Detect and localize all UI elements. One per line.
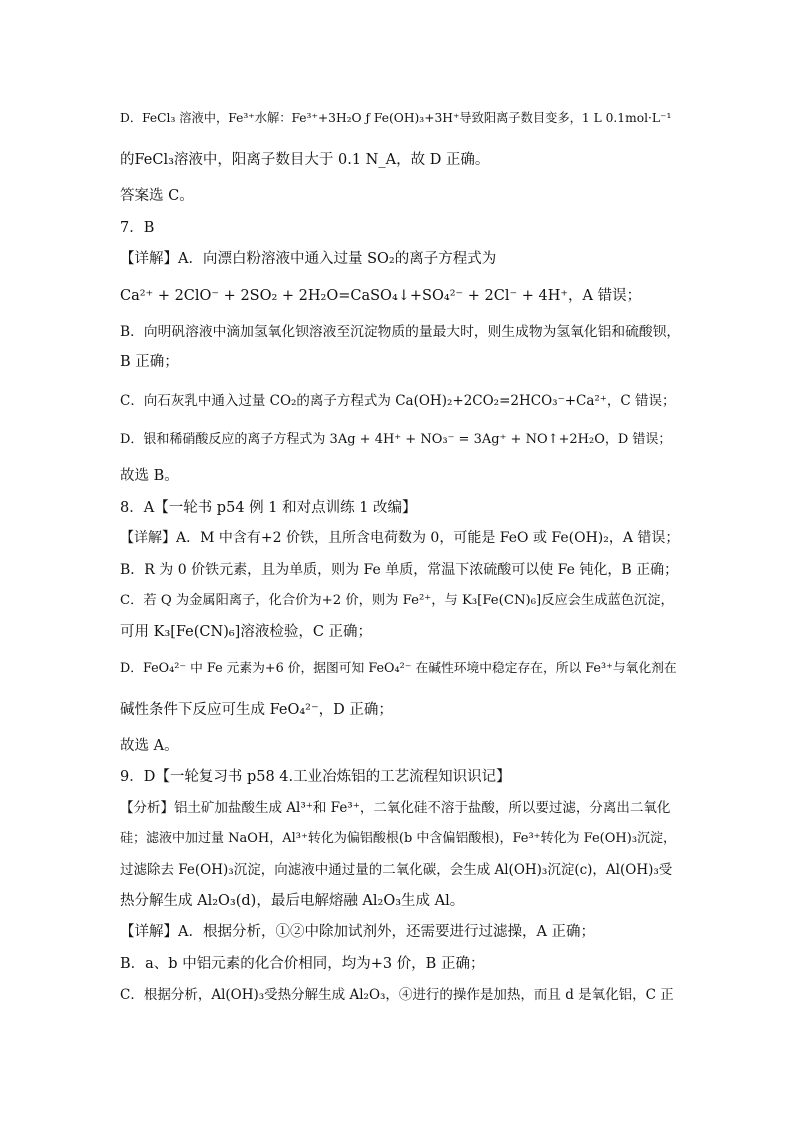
text-line: D．FeO₄²⁻ 中 Fe 元素为+6 价，据图可知 FeO₄²⁻ 在碱性环境中稳定存在，所以 Fe³⁺与氧化剂在: [120, 661, 677, 676]
text-line: D．银和稀硝酸反应的离子方程式为 3Ag + 4H⁺ + NO₃⁻ = 3Ag⁺ + NO↑+2H₂O，D 错误；: [120, 432, 672, 447]
text-line: 【详解】A．向漂白粉溶液中通入过量 SO₂的离子方程式为: [120, 251, 497, 267]
text-line: 故选 B。: [120, 468, 179, 484]
text-line: 【详解】A．根据分析，①②中除加试剂外，还需要进行过滤操，A 正确；: [120, 924, 596, 940]
text-line: C．向石灰乳中通入过量 CO₂的离子方程式为 Ca(OH)₂+2CO₂=2HCO₃⁻+Ca²⁺，C 错误；: [120, 393, 676, 409]
text-line: 碱性条件下反应可生成 FeO₄²⁻，D 正确；: [120, 702, 393, 718]
text-line: 7．B: [120, 220, 155, 236]
text-line: 可用 K₃[Fe(CN)₆]溶液检验，C 正确；: [120, 624, 373, 640]
text-line: C．若 Q 为金属阳离子，化合价为+2 价，则为 Fe²⁺，与 K₃[Fe(CN)₆]反应会生成蓝色沉淀，: [120, 593, 674, 608]
text-line: 答案选 C。: [120, 188, 194, 204]
text-line: 硅；滤液中加过量 NaOH，Al³⁺转化为偏铝酸根(b 中含偏铝酸根)，Fe³⁺转化为 Fe(OH)₃沉淀，: [120, 831, 677, 846]
text-line: 热分解生成 Al₂O₃(d)，最后电解熔融 Al₂O₃生成 Al。: [120, 893, 465, 909]
text-line: 的FeCl₃溶液中，阳离子数目大于 0.1 N_A，故 D 正确。: [120, 152, 490, 168]
text-line: B．a、b 中铝元素的化合价相同，均为+3 价，B 正确；: [120, 956, 485, 972]
text-line: C．根据分析，Al(OH)₃受热分解生成 Al₂O₃，④进行的操作是加热，而且 d 是氧化铝，C 正: [120, 987, 674, 1003]
text-line: 故选 A。: [120, 738, 179, 754]
text-line: 8．A【一轮书 p54 例 1 和对点训练 1 改编】: [120, 500, 417, 516]
text-line: 【分析】铝土矿加盐酸生成 Al³⁺和 Fe³⁺，二氧化硅不溶于盐酸，所以要过滤，分离出二氧化: [120, 800, 671, 816]
text-line: B 正确；: [120, 354, 179, 370]
text-line: D．FeCl₃ 溶液中，Fe³⁺水解：Fe³⁺+3H₂O ƒ Fe(OH)₃+3H⁺导致阳离子数目变多，1 L 0.1mol·L⁻¹: [120, 111, 672, 125]
text-line: B．R 为 0 价铁元素，且为单质，则为 Fe 单质，常温下浓硫酸可以使 Fe 钝化，B 正确；: [120, 562, 679, 578]
text-line: 【详解】A．M 中含有+2 价铁，且所含电荷数为 0，可能是 FeO 或 Fe(OH)₂，A 错误；: [120, 530, 680, 546]
text-line: 过滤除去 Fe(OH)₃沉淀，向滤液中通过量的二氧化碳，会生成 Al(OH)₃沉淀(c)，Al(OH)₃受: [120, 862, 673, 878]
text-line: B．向明矾溶液中滴加氢氧化钡溶液至沉淀物质的量最大时，则生成物为氢氧化铝和硫酸钡，: [120, 324, 681, 340]
text-line: 9．D【一轮复习书 p58 4.工业冶炼铝的工艺流程知识识记】: [120, 769, 511, 785]
text-line: Ca²⁺ + 2ClO⁻ + 2SO₂ + 2H₂O=CaSO₄↓+SO₄²⁻ + 2Cl⁻ + 4H⁺，A 错误；: [120, 288, 642, 304]
